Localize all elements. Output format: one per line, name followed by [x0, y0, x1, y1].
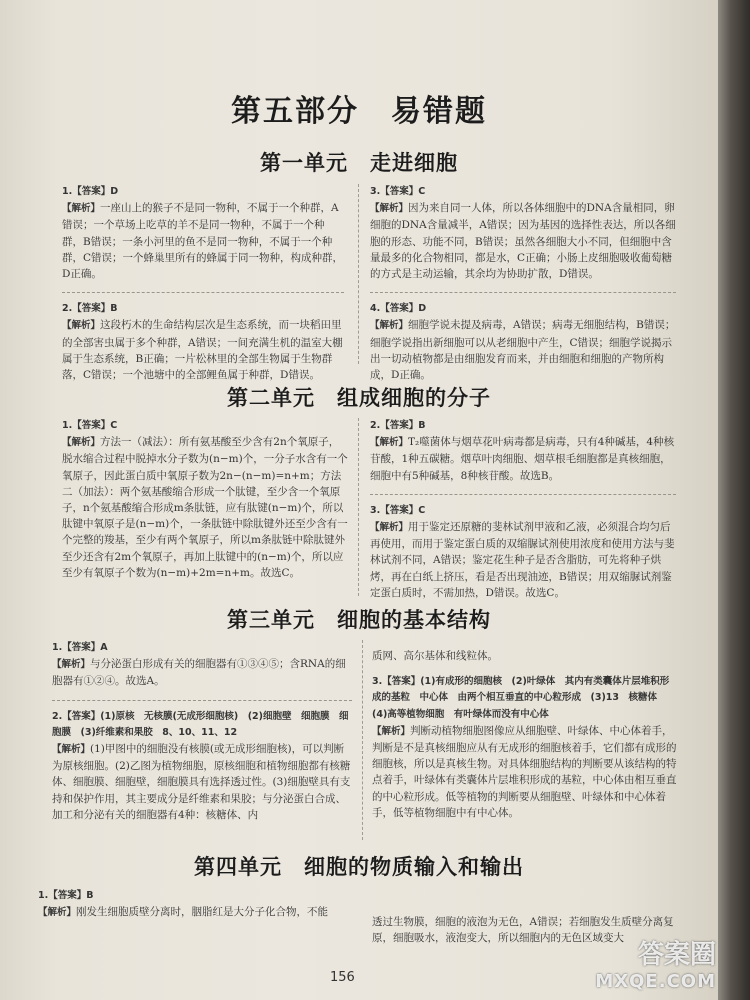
answer-label: 2.【答案】B — [370, 420, 426, 431]
u2-left-column — [62, 418, 348, 591]
explanation: 【解析】(1)甲图中的细胞没有核膜(或无成形细胞核)，可以判断为原核细胞。(2)乙图为植物细胞，原核细胞和植物细胞都有核糖体、细胞膜、细胞壁，细胞膜具有选择透过性。(3)细胞壁具有支持和保护作用，其主要成分是纤维素和果胶；与分泌蛋白合成、加工和分泌有关的细胞器有4种：核糖体、内 — [52, 743, 351, 821]
explanation: 【解析】T₂噬菌体与烟草花叶病毒都是病毒，只有4种碱基，4种核苷酸，1种五碳糖。烟草叶肉细胞、烟草根毛细胞都是真核细胞，细胞中有5种碱基，8种核苷酸。故选B。 — [370, 436, 675, 482]
answer-item — [370, 418, 676, 484]
explanation: 【解析】因为来自同一人体，所以各体细胞中的DNA含量相同，卵细胞的DNA含量减半，A错误；因为基因的选择性表达，所以各细胞的形态、功能不同，B错误；虽然各细胞大小不同，但细胞中含量最多的化合物相同，都是水，C正确；小肠上皮细胞吸收葡萄糖的方式是主动运输，其余均为协助扩散，D错误。 — [370, 202, 676, 281]
explanation: 【解析】这段朽木的生命结构层次是生态系统，而一块稻田里的全部害虫属于多个种群，A错误；一间充满生机的温室大棚属于生态系统，B正确；一片松林里的全部生物属于生物群落，C错误；一个池塘中的全部鲤鱼属于种群，D错误。 — [62, 319, 343, 382]
answer-label: 4.【答案】D — [370, 303, 427, 315]
unit-3-title: 第三单元 细胞的基本结构 — [227, 608, 491, 632]
answer-item — [370, 184, 676, 282]
book-spine — [718, 0, 750, 1000]
answer-label: 3.【答案】(1)有成形的细胞核 (2)叶绿体 其内有类囊体片层堆积形成的基粒 中心体 由两个相互垂直的中心粒形成 (3)13 核糖体 (4)高等植物细胞 有叶绿体而没有中心体 — [372, 676, 670, 720]
divider — [52, 700, 352, 701]
u3-right-column — [372, 648, 678, 831]
answer-item — [372, 674, 678, 821]
answer-label: 3.【答案】C — [370, 186, 426, 197]
watermark-text: 答案圈 — [637, 940, 716, 970]
answer-label: 1.【答案】A — [52, 642, 108, 653]
unit-1-title: 第一单元 走进细胞 — [260, 151, 458, 175]
column-divider — [358, 184, 359, 364]
watermark-url: MXQE.COM — [595, 971, 716, 992]
page-number: 156 — [330, 970, 355, 985]
divider — [370, 292, 676, 293]
explanation: 【解析】刚发生细胞质壁分离时，胭脂红是大分子化合物，不能 — [38, 906, 329, 919]
unit-2-title: 第二单元 组成细胞的分子 — [227, 386, 491, 410]
answer-item — [372, 648, 678, 664]
watermark-logo — [576, 934, 716, 992]
explanation: 【解析】与分泌蛋白形成有关的细胞器有①③④⑤；含RNA的细胞器有①②④。故选A。 — [52, 658, 346, 688]
explanation: 【解析】用于鉴定还原糖的斐林试剂甲液和乙液，必须混合均匀后再使用，而用于鉴定蛋白质的双缩脲试剂使用浓度和使用方法与斐林试剂不同，A错误；鉴定花生种子是否含脂肪，可先将种子烘烤，再在白纸上挤压，看是否出现油迹，B错误；用双缩脲试剂鉴定蛋白质时，不需加热，D错误。故选C。 — [370, 521, 675, 599]
u1-left-column — [62, 184, 344, 393]
answer-item — [370, 301, 676, 383]
explanation: 【解析】判断动植物细胞图像应从细胞壁、叶绿体、中心体着手，判断是不是真核细胞应从有无成形的细胞核着手，它们都有成形的细胞核，所以是真核生物。对具体细胞结构的判断要从该结构的特点着手，叶绿体有类囊体片层堆积形成的基粒，中心体由相互垂直的中心粒形成。低等植物的判断要从细胞壁、叶绿体和中心体着手，低等植物细胞中有中心体。 — [372, 724, 677, 819]
explanation: 透过生物膜，细胞的液泡为无色，A错误；若细胞发生质壁分离复原，细胞吸水，液泡变大，所以细胞内的无色区域变大 — [372, 916, 674, 945]
answer-item — [62, 184, 344, 282]
answer-item — [62, 418, 348, 581]
answer-label: 1.【答案】D — [62, 186, 119, 197]
unit-4-title: 第四单元 细胞的物质输入和输出 — [194, 855, 524, 879]
explanation: 质网、高尔基体和线粒体。 — [372, 650, 498, 662]
column-divider — [362, 640, 363, 840]
explanation: 【解析】细胞学说未提及病毒，A错误；病毒无细胞结构，B错误；细胞学说指出新细胞可以从老细胞中产生，C错误；细胞学说揭示出一切动植物都是由细胞发育而来，并由细胞和细胞的产物所构成，D正确。 — [370, 319, 676, 382]
divider — [370, 494, 676, 495]
answer-item — [38, 888, 356, 921]
u1-right-column — [370, 184, 676, 393]
answer-label: 1.【答案】B — [38, 890, 94, 901]
answer-label: 3.【答案】C — [370, 504, 426, 516]
answer-label: 2.【答案】B — [62, 303, 118, 315]
part-title: 第五部分 易错题 — [231, 94, 487, 129]
column-divider — [358, 418, 359, 596]
answer-item — [52, 709, 352, 823]
answer-item — [52, 640, 352, 690]
u3-left-column — [52, 640, 352, 833]
u2-right-column — [370, 418, 676, 611]
answer-label: 2.【答案】(1)原核 无核膜(无成形细胞核) (2)细胞壁 细胞膜 细胞膜 (3)纤维素和果胶 8、10、11、12 — [52, 710, 349, 738]
divider — [62, 292, 344, 293]
explanation: 【解析】方法一（减法）：所有氨基酸至少含有2n个氧原子，脱水缩合过程中脱掉水分子数为(n−m)个，一分子水含有一个氧原子，因此蛋白质中氧原子数为2n−(n−m)=n+m；方法二（加法）：两个氨基酸缩合形成一个肽键，至少含一个氧原子，n个氨基酸缩合形成m条肽链，应有肽键(n−m)个，所以肽键中氧原子是(n−m)个，一条肽链中除肽键外还至少含有一个完整的羧基，至少有两个氧原子，所以m条肽链中除肽键外至少还含有2m个氧原子，再加上肽键中的(n−m)个，所以应至少有氧原子个数为(n−m)+2m=n+m。故选C。 — [62, 436, 348, 579]
answer-item — [370, 503, 676, 601]
answer-label: 1.【答案】C — [62, 420, 118, 431]
explanation: 【解析】一座山上的猴子不是同一物种，不属于一个种群，A错误；一个草场上吃草的羊不是同一物种，不属于一个种群，B错误；一条小河里的鱼不是同一物种，不属于一个种群，C错误；一个蜂巢里所有的蜂属于同一物种，构成种群，D正确。 — [62, 202, 344, 281]
u4-left-column — [38, 888, 356, 931]
answer-item — [62, 301, 344, 383]
